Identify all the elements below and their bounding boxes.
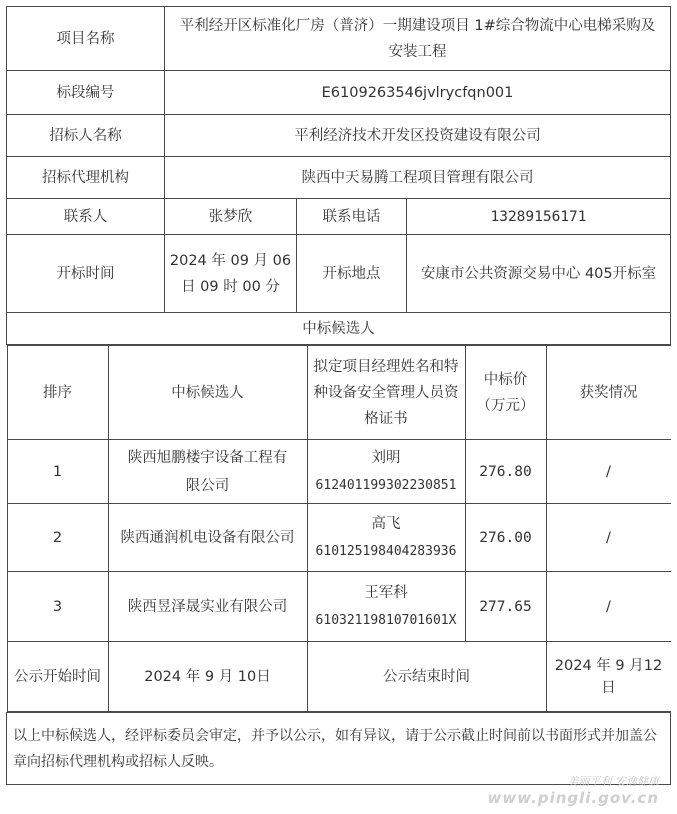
row-awards: / <box>546 504 671 572</box>
awards-header: 获奖情况 <box>546 346 671 440</box>
row-price: 277.65 <box>465 572 546 642</box>
watermark-slogan: 美丽平利 安逸健康 <box>567 775 659 788</box>
table-row <box>7 440 671 504</box>
publicity-row <box>7 642 671 712</box>
manager-id: 61032119810701601X <box>315 612 457 628</box>
row-price: 276.00 <box>465 504 546 572</box>
row-manager <box>307 504 465 572</box>
tenderer-value: 平利经济技术开发区投资建设有限公司 <box>165 115 671 157</box>
open-place-value: 安康市公共资源交易中心 405开标室 <box>407 235 671 313</box>
table-row <box>7 504 671 572</box>
manager-id: 612401199302230851 <box>315 477 457 493</box>
row-manager <box>307 572 465 642</box>
open-time-label: 开标时间 <box>7 235 165 313</box>
section-number-value: E6109263546jvlrycfqn001 <box>165 71 671 115</box>
row-candidate-name: 陕西旭鹏楼宇设备工程有限公司 <box>108 440 307 504</box>
phone-label: 联系电话 <box>297 199 407 235</box>
row-price: 276.80 <box>465 440 546 504</box>
bid-result-document <box>6 6 670 785</box>
row-rank: 3 <box>7 572 108 642</box>
phone-value: 13289156171 <box>407 199 671 235</box>
table-row <box>7 572 671 642</box>
row-rank: 1 <box>7 440 108 504</box>
publicity-end-label: 公示结束时间 <box>307 642 546 712</box>
publicity-start-value: 2024 年 9 月 10日 <box>108 642 307 712</box>
manager-name: 高飞 <box>371 515 401 532</box>
row-candidate-name: 陕西通润机电设备有限公司 <box>108 504 307 572</box>
project-name-value: 平利经开区标准化厂房（普济）一期建设项目 1#综合物流中心电梯采购及安装工程 <box>165 7 671 71</box>
agency-label: 招标代理机构 <box>7 157 165 199</box>
contact-label: 联系人 <box>7 199 165 235</box>
objection-notice: 以上中标候选人，经评标委员会审定，并予以公示，如有异议，请于公示截止时间前以书面形式并加盖公章向招标代理机构或招标人反映。 <box>7 713 671 785</box>
open-time-value: 2024 年 09 月 06 日 09 时 00 分 <box>165 235 297 313</box>
row-awards: / <box>546 572 671 642</box>
bid-info-table <box>6 6 671 785</box>
row-awards: / <box>546 440 671 504</box>
candidate-header: 中标候选人 <box>108 346 307 440</box>
candidates-section-title: 中标候选人 <box>7 313 671 345</box>
manager-id: 610125198404283936 <box>315 543 457 559</box>
site-watermark <box>488 774 659 806</box>
price-header: 中标价（万元） <box>465 346 546 440</box>
row-rank: 2 <box>7 504 108 572</box>
rank-header: 排序 <box>7 346 108 440</box>
publicity-start-label: 公示开始时间 <box>7 642 108 712</box>
candidates-table <box>7 345 671 712</box>
section-number-label: 标段编号 <box>7 71 165 115</box>
row-manager <box>307 440 465 504</box>
publicity-end-value: 2024 年 9 月12日 <box>546 642 671 712</box>
manager-header: 拟定项目经理姓名和特种设备安全管理人员资格证书 <box>307 346 465 440</box>
agency-value: 陕西中天易腾工程项目管理有限公司 <box>165 157 671 199</box>
manager-name: 刘明 <box>371 449 401 466</box>
open-place-label: 开标地点 <box>297 235 407 313</box>
manager-name: 王军科 <box>364 584 408 601</box>
watermark-url: www.pingli.gov.cn <box>487 789 659 807</box>
project-name-label: 项目名称 <box>7 7 165 71</box>
row-candidate-name: 陕西昱泽晟实业有限公司 <box>108 572 307 642</box>
tenderer-label: 招标人名称 <box>7 115 165 157</box>
contact-value: 张梦欣 <box>165 199 297 235</box>
